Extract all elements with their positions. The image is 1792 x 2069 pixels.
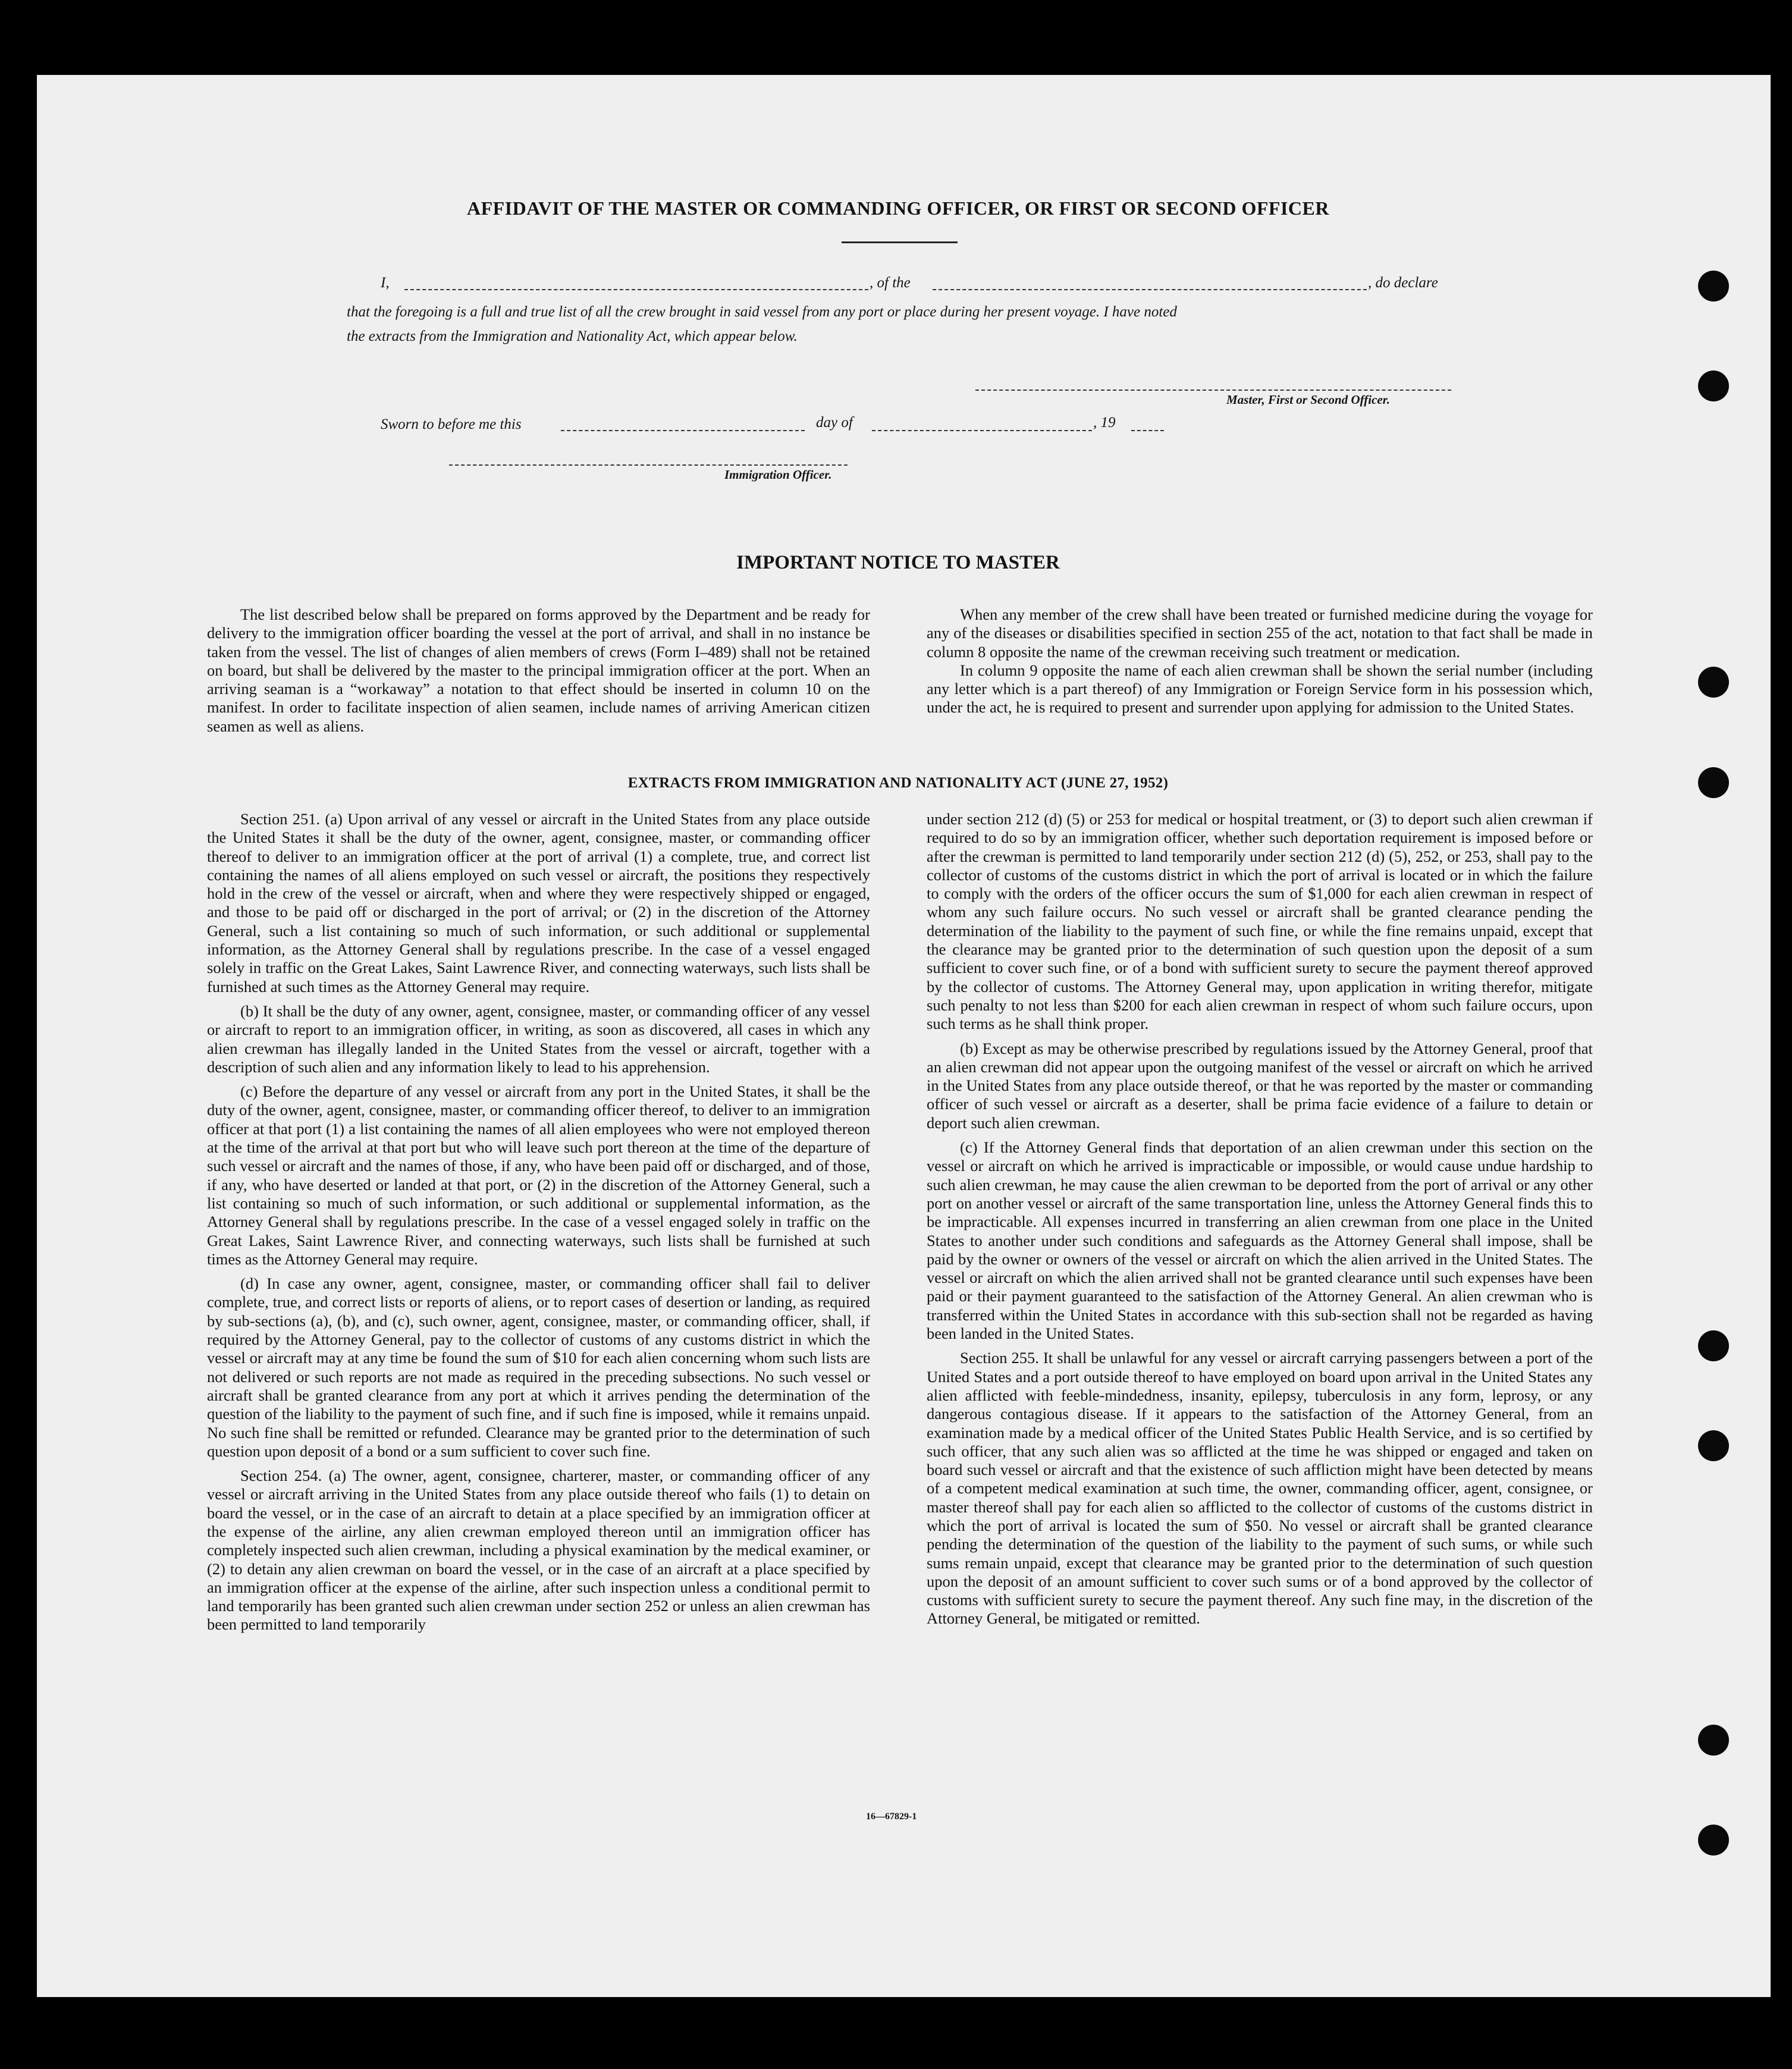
sworn-label: Sworn to before me this [381, 416, 522, 432]
form-number: 16—67829-1 [866, 1811, 917, 1822]
act-paragraph: Section 251. (a) Upon arrival of any vessel or aircraft in the United States from any place outside the United States it shall be the duty of the owner, agent, consignee, master, or commanding officer thereof to deliver to an immigration officer at the port of arrival (1) a complete, true, and correct list containing the names of all aliens employed on such vessel or aircraft, the positions they respectively hold in the crew of the vessel or aircraft, when and where they were respectively shipped or engaged, and those to be paid off or discharged in the port of arrival; or (2) in the discretion of the Attorney General, such a list containing so much of such information, or such additional or supplemental information, as the Attorney General shall by regulations prescribe. In the case of a vessel engaged solely in traffic on the Great Lakes, Saint Lawrence River, and connecting waterways, such lists shall be furnished at such times as the Attorney General may require. [207, 810, 870, 996]
punch-hole [1698, 1825, 1729, 1855]
officer-signature-line[interactable] [449, 464, 848, 466]
affidavit-statement-line: that the foregoing is a full and true list of all the crew brought in said vessel from any port or place during her present voyage. I have noted [347, 304, 1177, 320]
punch-hole [1698, 1430, 1729, 1461]
punch-hole [1698, 371, 1729, 401]
affidavit-title: AFFIDAVIT OF THE MASTER OR COMMANDING OFFICER, OR FIRST OR SECOND OFFICER [467, 197, 1329, 219]
act-paragraph: (c) Before the departure of any vessel or aircraft from any port in the United States, it shall be the duty of the owner, agent, consignee, master, or commanding officer thereof, to deliver to an immigration officer at that port (1) a list containing the names of all alien employees who were not employed thereon at the time of the arrival at that port but who will leave such port thereon at the time of the departure of such vessel or aircraft and the names of those, if any, who have been paid off or discharged, and of those, if any, who have deserted or landed at that port, or (2) in the discretion of the Attorney General, such a list containing so much of such information, or such additional or supplemental information, as the Attorney General shall by regulations prescribe. In the case of a vessel engaged solely in traffic on the Great Lakes, Saint Lawrence River, and connecting waterways, such lists shall be furnished at such times as the Attorney General may require. [207, 1082, 870, 1268]
name-blank[interactable] [404, 289, 868, 290]
punch-hole [1698, 1330, 1729, 1361]
notice-title: IMPORTANT NOTICE TO MASTER [736, 552, 1060, 573]
affidavit-i-label: I, [381, 275, 390, 291]
extracts-title: EXTRACTS FROM IMMIGRATION AND NATIONALITY ACT (JUNE 27, 1952) [627, 775, 1169, 791]
vessel-blank[interactable] [933, 289, 1367, 290]
act-paragraph: under section 212 (d) (5) or 253 for medical or hospital treatment, or (3) to deport such alien crewman if required to do so by an immigration officer, whether such deportation requirement is imposed before or after the crewman is permitted to land temporarily under section 212 (d) (5), 252, or 253, shall pay to the collector of customs of the customs district in which the port of arrival is located or in which the failure to comply with the orders of the officer occurs the sum of $1,000 for each alien crewman in respect of whom any such failure occurs. No such vessel or aircraft shall be granted clearance pending the determination of the liability to the payment of such fine, or while the fine remains unpaid, except that the clearance may be granted prior to the determination of such question upon the deposit of a sum sufficient to cover such fine, or of a bond with sufficient surety to secure the payment thereof approved by the collector of customs. The Attorney General may, upon application in writing therefor, mitigate such penalty to not less than $200 for each alien crewman in respect of whom such failure occurs, upon such terms as he shall think proper. [927, 810, 1593, 1033]
year-label: , 19 [1093, 415, 1116, 431]
year-blank[interactable] [1131, 430, 1164, 431]
act-paragraph: (c) If the Attorney General finds that deportation of an alien crewman under this section on the vessel or aircraft on which he arrived is impracticable or impossible, or would cause undue hardship to such alien crewman, he may cause the alien crewman to be deported from the port of arrival or any other port on another vessel or aircraft of the same transportation line, unless the Attorney General finds this to be impracticable. All expenses incurred in transferring an alien crewman from one place in the United States to another under such conditions and safeguards as the Attorney General shall impose, shall be paid by the owner or owners of the vessel or aircraft on which the alien arrived in the United States. The vessel or aircraft on which the alien arrived shall not be granted clearance until such expenses have been paid or their payment guaranteed to the satisfaction of the Attorney General. An alien crewman who is transferred within the United States in accordance with this sub-section shall not be regarded as having been landed in the United States. [927, 1138, 1593, 1343]
punch-hole [1698, 667, 1729, 698]
day-of-label: day of [816, 415, 853, 431]
notice-left-column [207, 605, 870, 742]
officer-caption: Immigration Officer. [724, 467, 832, 482]
notice-right-column [927, 605, 1593, 723]
act-paragraph: (d) In case any owner, agent, consignee, master, or commanding officer shall fail to deliver complete, true, and correct lists or reports of aliens, or to report cases of desertion or landing, as required by sub-sections (a), (b), and (c), such owner, agent, consignee, master, or commanding officer, shall, if required by the Attorney General, pay to the collector of customs of any customs district in which the vessel or aircraft may at any time be found the sum of $10 for each alien concerning whom such lists are not delivered or such reports are not made as required in the preceding subsections. No such vessel or aircraft shall be granted clearance from any port at which it arrives pending the determination of the question of the liability to the payment of such fine, and if such fine is imposed, while it remains unpaid. No such fine shall be remitted or refunded. Clearance may be granted prior to the determination of such question upon deposit of a bond or a sum sufficient to cover such fine. [207, 1274, 870, 1460]
act-paragraph: (b) Except as may be otherwise prescribed by regulations issued by the Attorney General, proof that an alien crewman did not appear upon the outgoing manifest of the vessel or aircraft on which he arrived in the United States from any place outside thereof, or that he was reported by the master or commanding officer of such vessel or aircraft as a deserter, shall be prima facie evidence of a failure to detain or deport such alien crewman. [927, 1039, 1593, 1132]
affidavit-statement-line: the extracts from the Immigration and Nationality Act, which appear below. [347, 328, 798, 344]
act-paragraph: (b) It shall be the duty of any owner, agent, consignee, master, or commanding officer of any vessel or aircraft to report to an immigration officer, in writing, as soon as discovered, all cases in which any alien crewman has illegally landed in the United States from the vessel or aircraft, together with a description of such alien and any information likely to lead to his apprehension. [207, 1001, 870, 1076]
extracts-right-column [927, 810, 1593, 1634]
sworn-month-blank[interactable] [872, 430, 1092, 431]
extracts-left-column [207, 810, 870, 1640]
punch-hole [1698, 271, 1729, 302]
punch-hole [1698, 767, 1729, 798]
act-paragraph: Section 254. (a) The owner, agent, consignee, charterer, master, or commanding officer of any vessel or aircraft arriving in the United States from any place outside thereof who fails (1) to detain on board the vessel, or in the case of an aircraft to detain at a place specified by an immigration officer at the expense of the airline, any alien crewman employed thereon until an immigration officer has completely inspected such alien crewman, including a physical examination by the medical examiner, or (2) to detain any alien crewman on board the vessel, or in the case of an aircraft at a place specified by an immigration officer at the expense of the airline, after such inspection unless a conditional permit to land temporarily has been granted such alien crewman under section 252 or unless an alien crewman has been permitted to land temporarily [207, 1467, 870, 1634]
sworn-day-blank[interactable] [561, 430, 805, 431]
notice-paragraph: When any member of the crew shall have been treated or furnished medicine during the voyage for any of the diseases or disabilities specified in section 255 of the act, notation to that fact shall be made in column 8 opposite the name of the crewman receiving such treatment or medication. [927, 605, 1593, 661]
notice-paragraph: In column 9 opposite the name of each alien crewman shall be shown the serial number (including any letter which is a part thereof) of any Immigration or Foreign Service form in his possession which, under the act, he is required to present and surrender upon applying for admission to the United States. [927, 661, 1593, 717]
punch-hole [1698, 1725, 1729, 1756]
notice-paragraph: The list described below shall be prepared on forms approved by the Department and be ready for delivery to the immigration officer boarding the vessel at the port of arrival, and shall in no instance be taken from the vessel. The list of changes of alien members of crews (Form I–489) shall not be retained on board, but shall be delivered by the master to the principal immigration officer at the port. When an arriving seaman is a “workaway” a notation to that effect should be inserted in column 10 on the manifest. In order to facilitate inspection of alien seamen, include names of arriving American citizen seamen as well as aliens. [207, 605, 870, 735]
affidavit-do-declare-label: , do declare [1368, 275, 1438, 291]
master-signature-line[interactable] [975, 390, 1451, 391]
act-paragraph: Section 255. It shall be unlawful for any vessel or aircraft carrying passengers between a port of the United States and a port outside thereof to have employed on board upon arrival in the United States any alien afflicted with feeble-mindedness, insanity, epilepsy, tuberculosis in any form, leprosy, or any dangerous contagious disease. If it appears to the satisfaction of the Attorney General, from an examination made by a medical officer of the United States Public Health Service, and is so certified by such officer, that any such alien was so afflicted at the time he was shipped or engaged and taken on board such vessel or aircraft and that the existence of such affliction might have been detected by means of a competent medical examination at such time, the owner, commanding officer, agent, consignee, or master thereof shall pay for each alien so afflicted to the collector of customs of the customs district in which the port of arrival is located the sum of $50. No vessel or aircraft shall be granted clearance pending the determination of the question of the liability to the payment of such sums, or while such sums remain unpaid, except that clearance may be granted prior to the determination of such question upon the deposit of an amount sufficient to cover such sums or of a bond approved by the collector of customs with sufficient surety to secure the payment thereof. Any such fine may, in the discretion of the Attorney General, be mitigated or remitted. [927, 1349, 1593, 1628]
master-caption: Master, First or Second Officer. [1226, 393, 1390, 407]
title-underline [842, 241, 958, 243]
affidavit-of-the-label: , of the [870, 275, 911, 291]
